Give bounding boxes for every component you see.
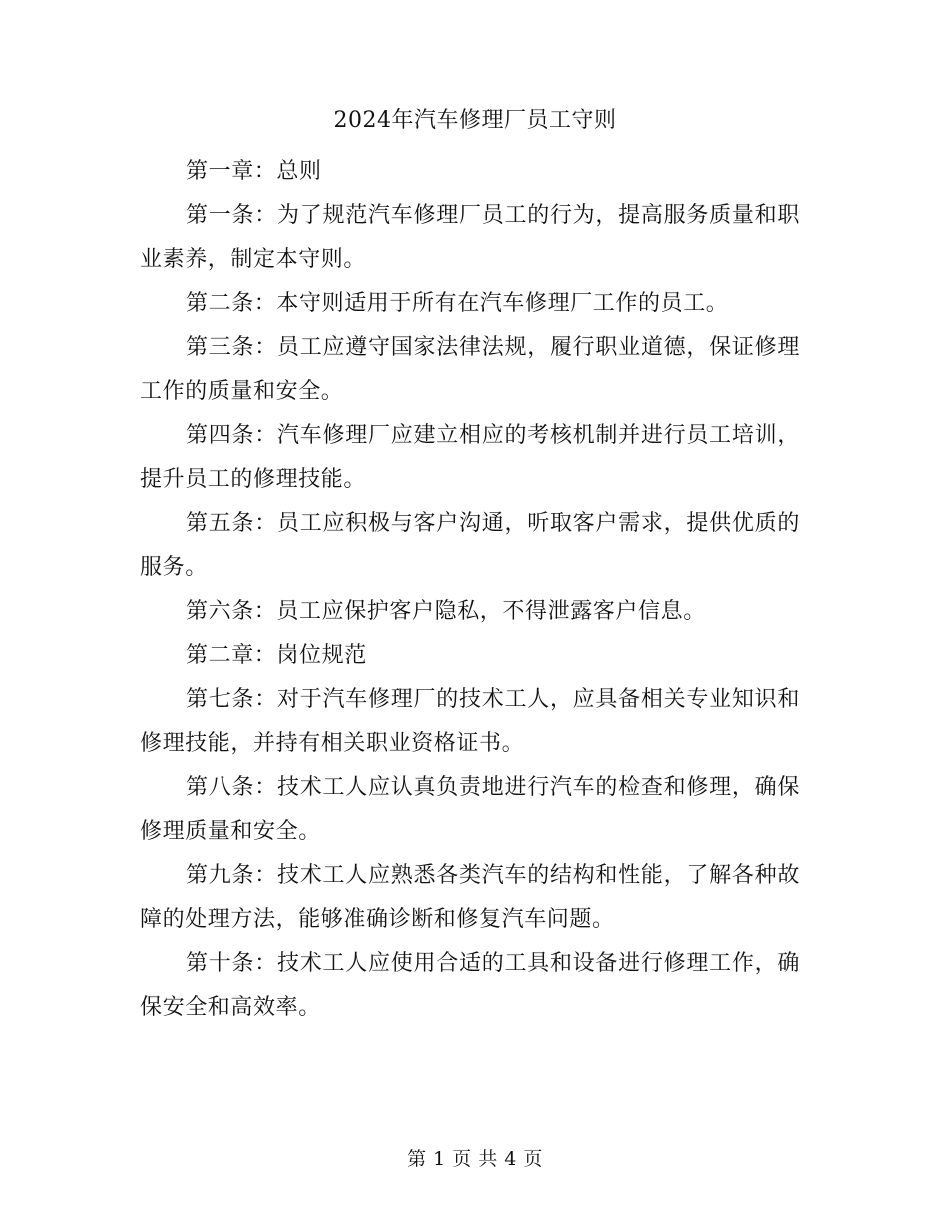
article-paragraph: 第五条：员工应积极与客户沟通，听取客户需求，提供优质的服务。 [140, 511, 800, 580]
article-paragraph: 第八条：技术工人应认真负责地进行汽车的检查和修理，确保修理质量和安全。 [140, 775, 800, 844]
article-paragraph: 第九条：技术工人应熟悉各类汽车的结构和性能，了解各种故障的处理方法，能够准确诊断和修复汽车问题。 [140, 863, 800, 932]
page-number: 第 1 页 共 4 页 [407, 1148, 543, 1170]
article-paragraph: 第十条：技术工人应使用合适的工具和设备进行修理工作，确保安全和高效率。 [140, 951, 800, 1020]
article-paragraph: 第六条：员工应保护客户隐私，不得泄露客户信息。 [186, 599, 706, 624]
article-paragraph: 第一条：为了规范汽车修理厂员工的行为，提高服务质量和职业素养，制定本守则。 [140, 203, 800, 272]
document-body [140, 150, 800, 1030]
article-paragraph: 第七条：对于汽车修理厂的技术工人，应具备相关专业知识和修理技能，并持有相关职业资格证书。 [140, 687, 800, 756]
chapter-heading: 第二章：岗位规范 [186, 643, 367, 668]
article-paragraph: 第二条：本守则适用于所有在汽车修理厂工作的员工。 [186, 291, 729, 316]
chapter-heading: 第一章：总则 [186, 159, 322, 184]
document-title: 2024年汽车修理厂员工守则 [333, 108, 617, 133]
article-paragraph: 第四条：汽车修理厂应建立相应的考核机制并进行员工培训，提升员工的修理技能。 [140, 423, 800, 492]
article-paragraph: 第三条：员工应遵守国家法律法规，履行职业道德，保证修理工作的质量和安全。 [140, 335, 800, 404]
